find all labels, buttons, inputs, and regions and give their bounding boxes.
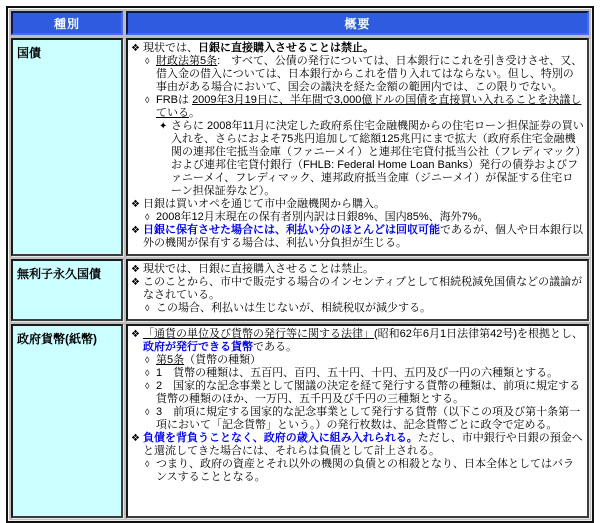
- text-segment: 第5条: [156, 354, 185, 366]
- row-label-cell: 国債: [11, 38, 123, 256]
- text-segment: このことから、市中で販売する場合のインセンティブとして相続税減免国債などの議論がなされている。: [143, 276, 583, 301]
- row-label-cell: 政府貨幣(紙幣): [11, 324, 123, 518]
- text-segment: （貨幣の種類）: [184, 354, 262, 366]
- table-row: [11, 38, 589, 256]
- text-segment: 現状では、: [143, 42, 198, 54]
- text-segment: 財政法第5条: [156, 55, 218, 67]
- row-content-cell: [126, 324, 589, 518]
- bullet-icon: ◊: [145, 407, 150, 417]
- row-content-cell: [126, 259, 589, 321]
- table-row: [11, 324, 589, 518]
- row-content-cell: [126, 38, 589, 256]
- text-segment: 「通貨の単位及び貨幣の発行等に関する法律」: [143, 328, 374, 340]
- bullet-icon: ❖: [131, 329, 140, 340]
- bullet-icon: ❖: [131, 225, 140, 236]
- text-segment: 2009年3月19日に、半年間で3,000億ドルの国債を直接買い入れることを決議している: [156, 94, 582, 119]
- text-segment: 日銀に保有させた場合には、利払い分のほとんどは回収可能: [143, 224, 440, 236]
- text-segment: FRBは: [156, 94, 193, 106]
- bullet-item: [145, 302, 584, 315]
- bullet-item: [145, 55, 584, 94]
- text-segment: この場合、利払いは生じないが、相続税収が減少する。: [156, 302, 431, 314]
- bullet-item: [131, 42, 584, 55]
- bullet-item: [159, 120, 584, 198]
- bullet-icon: ❖: [131, 199, 140, 210]
- bullet-item: [145, 406, 584, 432]
- bullet-icon: ✦: [159, 121, 168, 132]
- bullet-item: [145, 211, 584, 224]
- text-segment: 現状では、日銀に直接購入させることは禁止。: [143, 263, 374, 275]
- text-segment: ただし、市中銀行や日銀の預金へと還流してきた場合には、それらは負債として計上される。: [143, 432, 583, 457]
- bullet-item: [131, 263, 584, 276]
- bullet-icon: ◊: [145, 459, 150, 469]
- text-segment: (昭和62年6月1日法律第42号)を根拠とし、: [374, 328, 584, 340]
- bullet-item: [131, 276, 584, 302]
- table-body: [11, 38, 589, 518]
- bullet-item: [131, 224, 584, 250]
- summary-table: [6, 6, 594, 523]
- text-segment: である。: [253, 341, 297, 353]
- text-segment: 日銀に直接購入させることは禁止。: [198, 42, 374, 54]
- bullet-icon: ◊: [145, 355, 150, 365]
- text-segment: 2 国家的な記念事業として閣議の決定を経て発行する貨幣の種類は、前項に規定する貨幣の種類のほか、一万円、五千円及び千円の三種類とする。: [156, 380, 581, 405]
- column-header-summary: 概要: [126, 11, 589, 35]
- text-segment: 3 前項に規定する国家的な記念事業として発行する貨幣（以下この項及び第十条第一項において「記念貨幣」という。）の発行枚数は、記念貨幣ごとに政令で定める。: [156, 406, 581, 431]
- bullet-item: [131, 432, 584, 458]
- bullet-icon: ◊: [145, 368, 150, 378]
- bullet-icon: ❖: [131, 433, 140, 444]
- header-row: [11, 11, 589, 35]
- bullet-item: [145, 354, 584, 367]
- bullet-icon: ❖: [131, 43, 140, 54]
- text-segment: であるが、個人や日本銀行以外の機関が保有する場合は、利払い分負担が生じる。: [143, 224, 583, 249]
- text-segment: つまり、政府の資産とそれ以外の機関の負債との相殺となり、日本全体としてはバランスすることとなる。: [156, 458, 574, 483]
- text-segment: 日銀は買いオペを通じて市中金融機関から購入。: [143, 198, 385, 210]
- bullet-icon: ◊: [145, 56, 150, 66]
- bullet-item: [131, 328, 584, 354]
- bullet-item: [145, 458, 584, 484]
- text-segment: さらに 2008年11月に決定した政府系住宅金融機関からの住宅ローン担保証券の買い入れを、さらにおよそ75兆円追加して総額125兆円にまで拡大（政府系住宅金融機関の連邦住宅抵当金庫（ファニーメイ）と連邦住宅貸付抵当公社（フレディマック）および連邦住宅貸付銀行（FHLB: Federal Home Loan Banks）発行の債券およびファニーメイ、フレディマック、連邦政府抵当金庫（ジニーメイ）が保証する住宅ローン担保証券など）。: [171, 120, 584, 197]
- text-segment: 負債を背負うことなく、政府の歳入に組み入れられる。: [143, 432, 418, 444]
- bullet-icon: ◊: [145, 212, 150, 222]
- bullet-icon: ◊: [145, 381, 150, 391]
- bullet-icon: ◊: [145, 95, 150, 105]
- row-label-cell: 無利子永久国債: [11, 259, 123, 321]
- bullet-item: [131, 198, 584, 211]
- text-segment: 。: [189, 107, 200, 119]
- column-header-type: 種別: [11, 11, 123, 35]
- text-segment: 2008年12月末現在の保有者別内訳は日銀8%、国内85%、海外7%。: [156, 211, 489, 223]
- bullet-item: [145, 380, 584, 406]
- text-segment: 1 貨幣の種類は、五百円、百円、五十円、十円、五円及び一円の六種類とする。: [156, 367, 559, 379]
- bullet-icon: ❖: [131, 264, 140, 275]
- bullet-item: [145, 367, 584, 380]
- bullet-item: [145, 94, 584, 120]
- text-segment: : すべて、公債の発行については、日本銀行にこれを引き受けさせ、又、借入金の借入については、日本銀行からこれを借り入れてはならない。但し、特別の事由がある場合において、国会の議決を経た金額の範囲内では、この限りでない。: [156, 55, 583, 93]
- bullet-icon: ◊: [145, 303, 150, 313]
- table-row: [11, 259, 589, 321]
- text-segment: 政府が発行できる貨幣: [143, 341, 253, 353]
- bullet-icon: ❖: [131, 277, 140, 288]
